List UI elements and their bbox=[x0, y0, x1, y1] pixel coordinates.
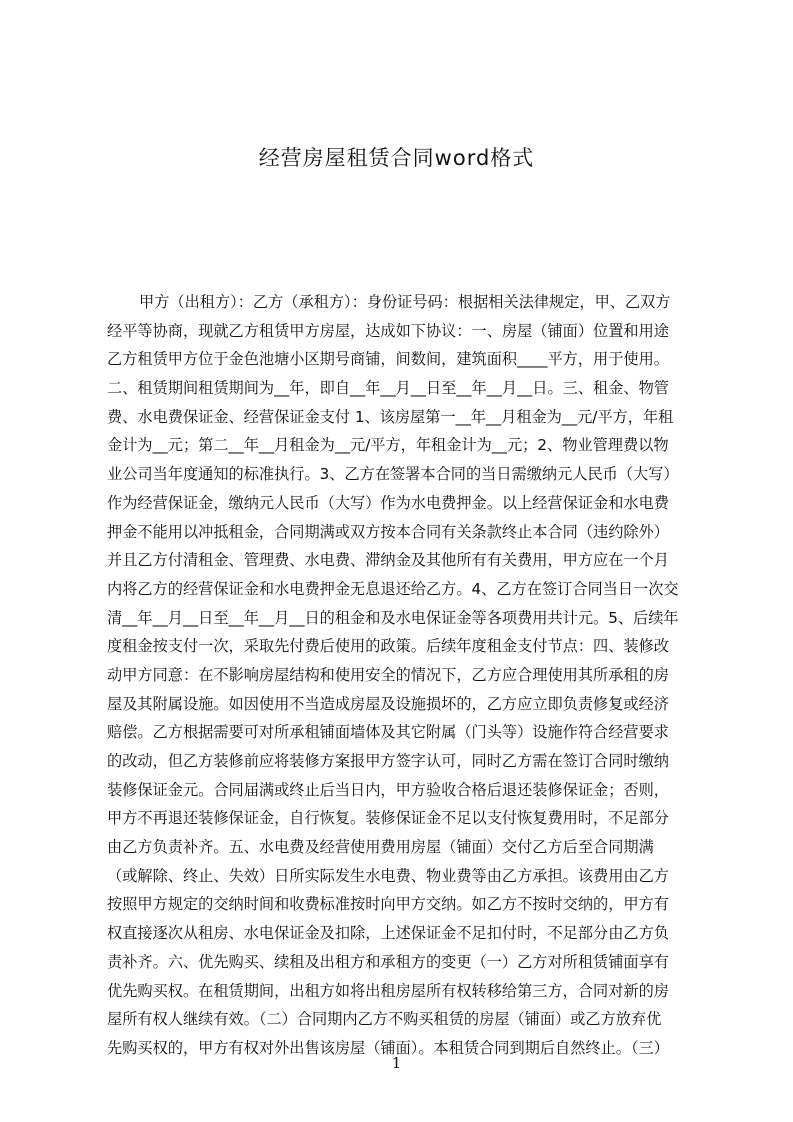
body-line: 乙方租赁甲方位于金色池塘小区期号商铺，间数间，建筑面积____平方，用于使用。 bbox=[107, 350, 669, 369]
body-line: 优先购买权。在租赁期间，出租方如将出租房屋所有权转移给第三方，合同对新的房 bbox=[107, 981, 669, 1000]
body-line: 屋所有权人继续有效。（二）合同期内乙方不购买租赁的房屋（铺面）或乙方放弃优 bbox=[107, 1010, 662, 1029]
body-line: 权直接逐次从租房、水电保证金及扣除，上述保证金不足扣付时，不足部分由乙方负 bbox=[107, 924, 669, 943]
body-line: 二、租赁期间租赁期间为__年，即自__年__月__日至__年__月__日。三、租金、物管 bbox=[107, 379, 669, 398]
body-line: 的改动，但乙方装修前应将装修方案报甲方签字认可，同时乙方需在签订合同时缴纳 bbox=[107, 752, 669, 770]
body-line: 动甲方同意：在不影响房屋结构和使用安全的情况下，乙方应合理使用其所承租的房 bbox=[107, 665, 669, 684]
body-line: 甲方不再退还装修保证金，自行恢复。装修保证金不足以支付恢复费用时，不足部分 bbox=[107, 809, 669, 828]
body-line: 按照甲方规定的交纳时间和收费标准按时向甲方交纳。如乙方不按时交纳的，甲方有 bbox=[107, 895, 669, 914]
document-title: 经营房屋租赁合同word格式 bbox=[258, 146, 535, 170]
body-line: 金计为__元；第二__年__月租金为__元/平方，年租金计为__元；2、物业管理费以物 bbox=[107, 436, 669, 455]
body-line: 并且乙方付清租金、管理费、水电费、滞纳金及其他所有有关费用，甲方应在一个月 bbox=[107, 551, 669, 570]
body-line: 由乙方负责补齐。五、水电费及经营使用费用房屋（铺面）交付乙方后至合同期满 bbox=[107, 838, 654, 857]
body-line: （或解除、终止、失效）日所实际发生水电费、物业费等由乙方承担。该费用由乙方 bbox=[107, 866, 669, 885]
body-line: 甲方（出租方）：乙方（承租方）：身份证号码：根据相关法律规定，甲、乙双方 bbox=[139, 293, 671, 311]
body-line: 押金不能用以冲抵租金，合同期满或双方按本合同有关条款终止本合同（违约除外） bbox=[107, 522, 669, 541]
body-line: 内将乙方的经营保证金和水电费押金无息退还给乙方。4、乙方在签订合同当日一次交 bbox=[107, 579, 679, 598]
contract-body bbox=[107, 288, 699, 1057]
body-line: 作为经营保证金，缴纳元人民币（大写）作为水电费押金。以上经营保证金和水电费 bbox=[107, 493, 669, 512]
body-line: 装修保证金元。合同届满或终止后当日内，甲方验收合格后退还装修保证金；否则， bbox=[107, 780, 669, 799]
body-line: 清__年__月__日至__年__月__日的租金和及水电保证金等各项费用共计元。5、后续年 bbox=[107, 608, 679, 627]
body-line: 先购买权的，甲方有权对外出售该房屋（铺面）。本租赁合同到期后自然终止。（三） bbox=[107, 1038, 669, 1057]
body-line: 赔偿。乙方根据需要可对所承租铺面墙体及其它附属（门头等）设施作符合经营要求 bbox=[107, 723, 669, 742]
body-line: 度租金按支付一次，采取先付费后使用的政策。后续年度租金支付节点：四、装修改 bbox=[107, 637, 669, 656]
body-line: 经平等协商，现就乙方租赁甲方房屋，达成如下协议：一、房屋（铺面）位置和用途 bbox=[107, 321, 669, 340]
page-number: 1 bbox=[391, 1054, 402, 1072]
body-line: 费、水电费保证金、经营保证金支付 1、该房屋第一__年__月租金为__元/平方，年租 bbox=[107, 407, 674, 426]
body-line: 屋及其附属设施。如因使用不当造成房屋及设施损坏的，乙方应立即负责修复或经济 bbox=[107, 694, 669, 713]
body-line: 责补齐。六、优先购买、续租及出租方和承租方的变更（一）乙方对所租赁铺面享有 bbox=[107, 952, 669, 971]
body-line: 业公司当年度通知的标准执行。3、乙方在签署本合同的当日需缴纳元人民币（大写） bbox=[107, 465, 679, 484]
